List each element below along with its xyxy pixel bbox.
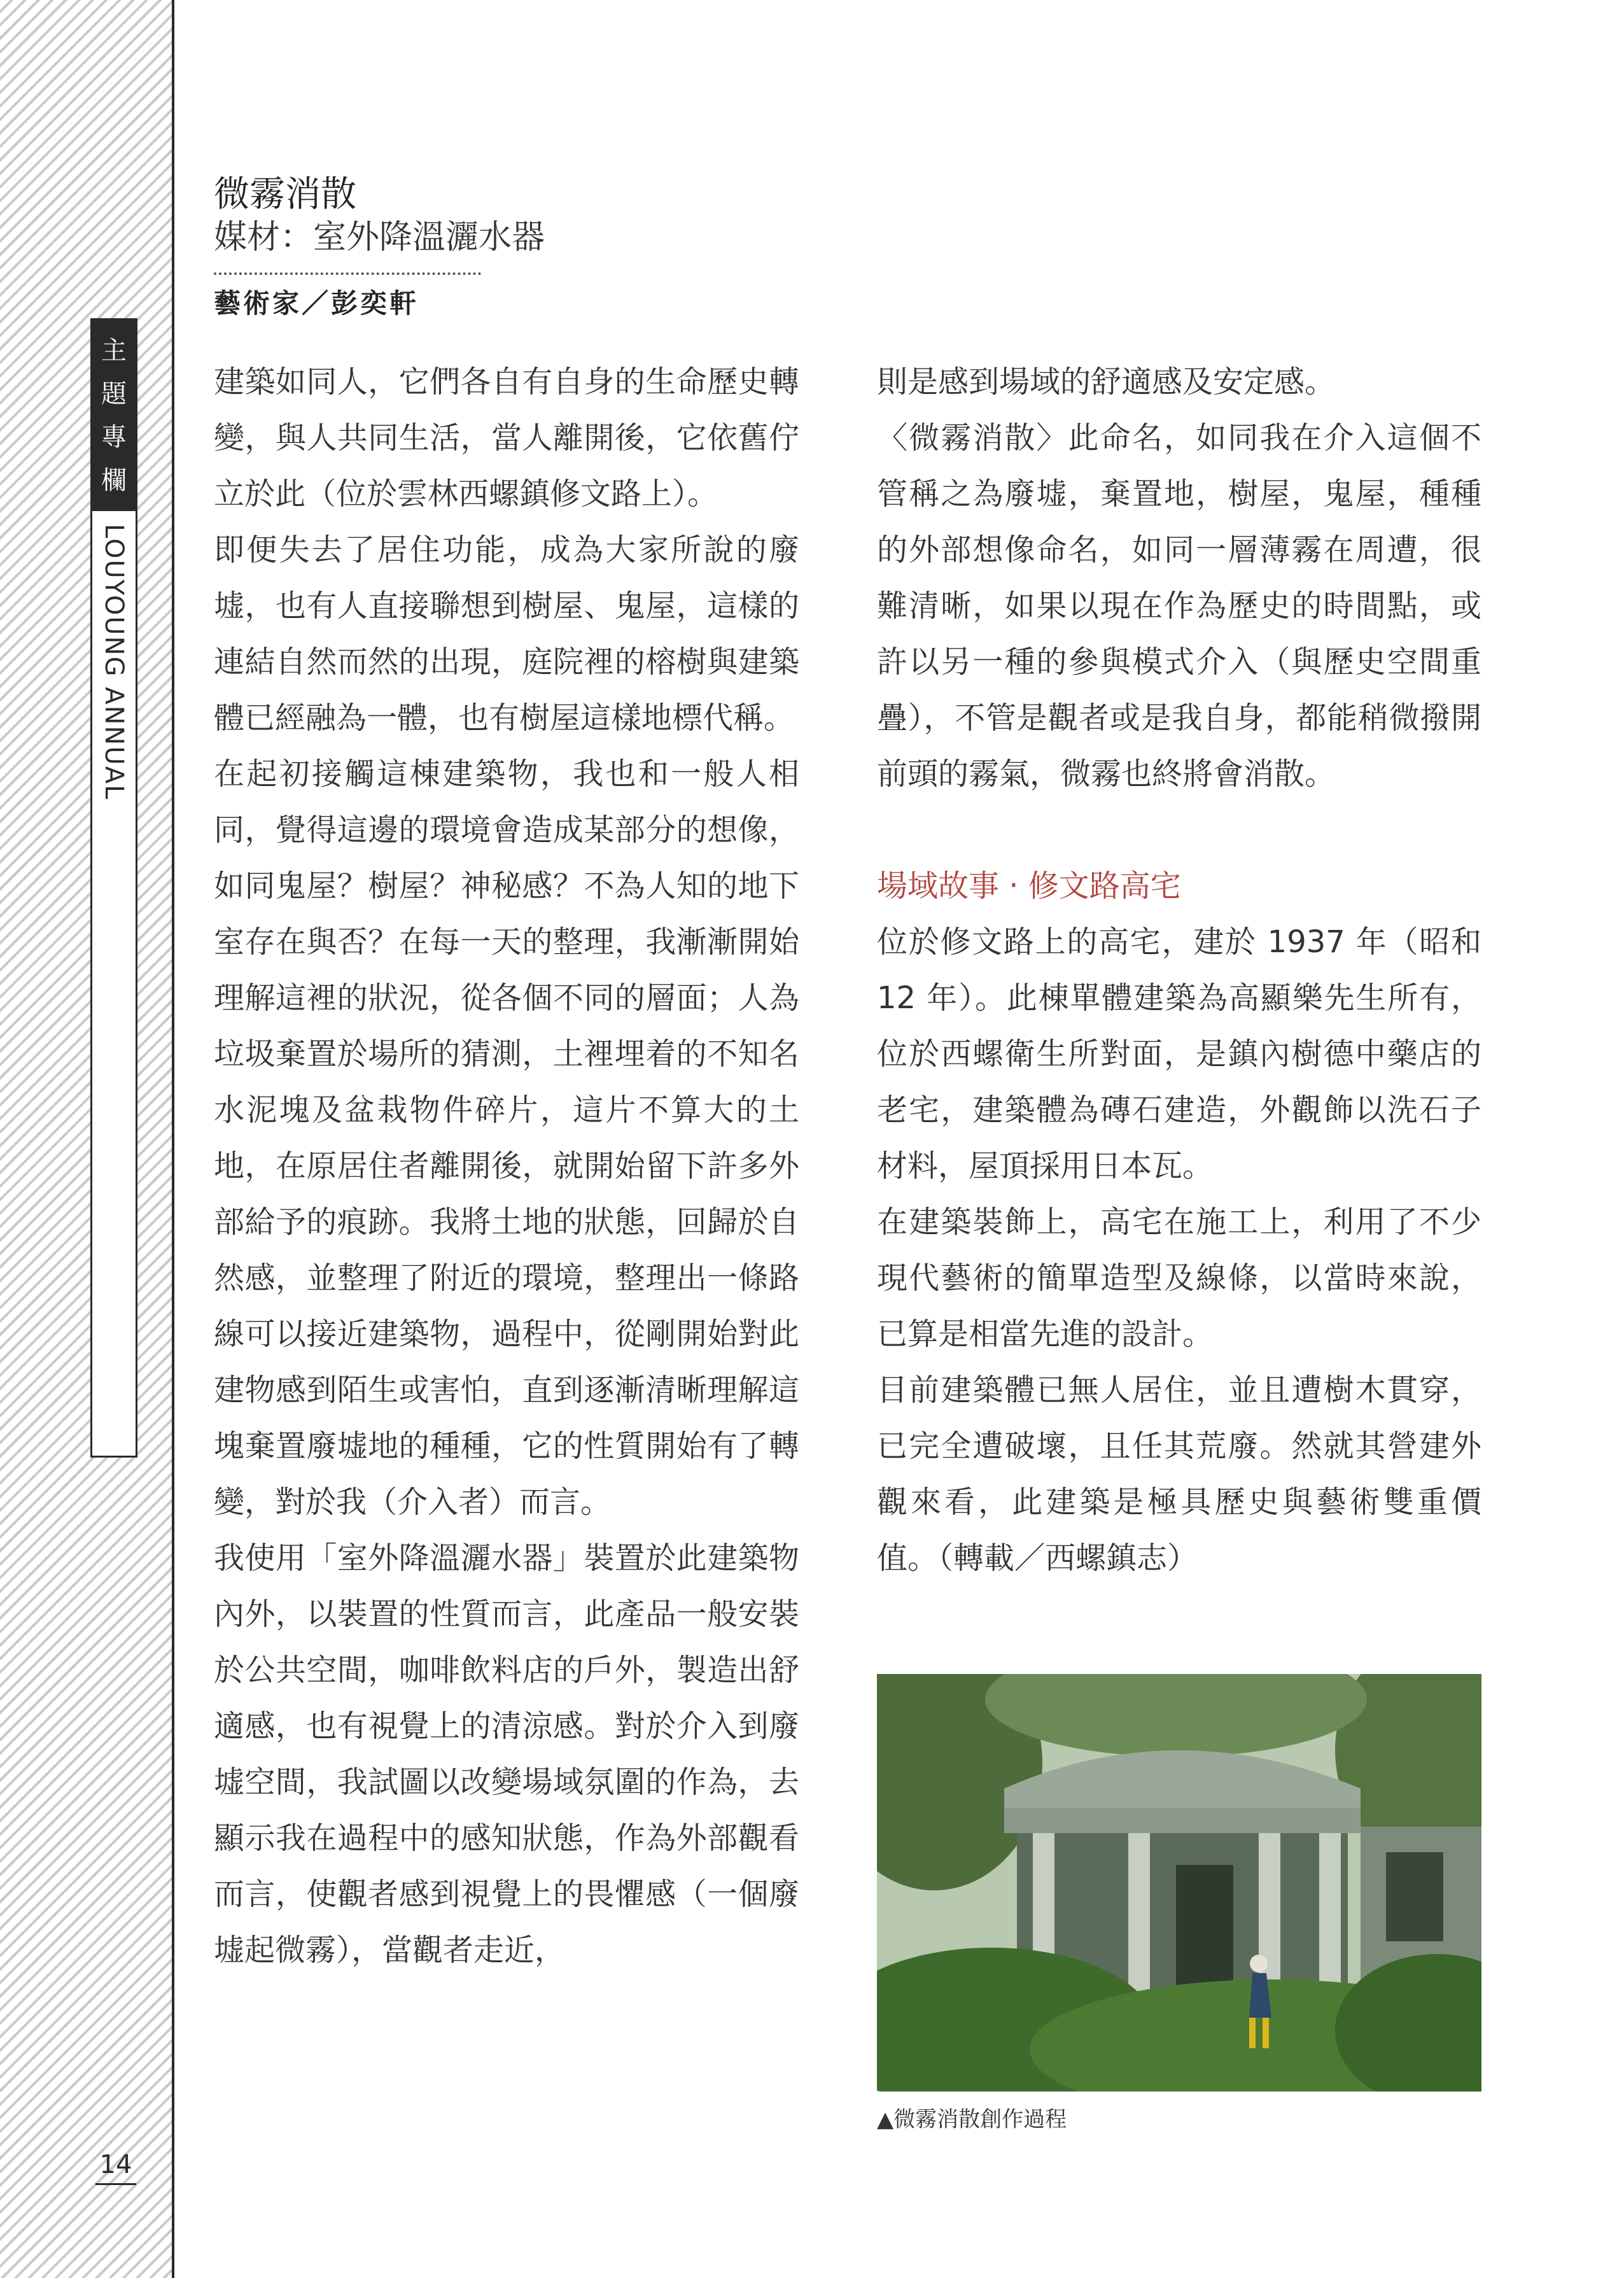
- page-number: 14: [95, 2146, 136, 2185]
- section-tab: [90, 318, 137, 1458]
- article-title: 微霧消散: [214, 174, 356, 215]
- margin-rule: [172, 0, 174, 2278]
- category-char: 專: [101, 423, 127, 452]
- body-paragraph: 在建築裝飾上，高宅在施工上，利用了不少現代藝術的簡單造型及線條，以當時來說，已算是相當先進的設計。: [877, 1204, 1481, 1352]
- hatched-margin: [0, 0, 172, 2278]
- body-paragraph: 位於修文路上的高宅，建於 1937 年（昭和 12 年）。此棟單體建築為高顯樂先生所有，位於西螺衛生所對面，是鎮內樹德中藥店的老宅，建築體為磚石建造，外觀飾以洗石子材料，屋頂採用日本瓦。: [877, 924, 1481, 1184]
- section-heading: 場域故事 ‧ 修文路高宅: [877, 868, 1181, 904]
- body-paragraph: 即便失去了居住功能，成為大家所說的廢墟，也有人直接聯想到樹屋、鬼屋，這樣的連結自然而然的出現，庭院裡的榕樹與建築體已經融為一體，也有樹屋這樣地標代稱。: [214, 532, 799, 736]
- article-artist: 藝術家／彭奕軒: [214, 272, 481, 321]
- ruin-photo-illustration: [877, 1674, 1481, 2092]
- body-paragraph: 目前建築體已無人居住，並且遭樹木貫穿，已完全遭破壞，且任其荒廢。然就其營建外觀來看，此建築是極具歷史與藝術雙重價值。（轉載／西螺鎮志）: [877, 1372, 1481, 1576]
- category-char: 主: [101, 336, 127, 365]
- right-column: [877, 354, 1481, 1586]
- section-tab-category: [92, 320, 136, 511]
- body-paragraph: 則是感到場域的舒適感及安定感。: [877, 364, 1336, 400]
- category-char: 欄: [101, 466, 127, 495]
- body-paragraph: 在起初接觸這棟建築物，我也和一般人相同，覺得這邊的環境會造成某部分的想像，如同鬼屋？樹屋？神秘感？不為人知的地下室存在與否？在每一天的整理，我漸漸開始理解這裡的狀況，從各個不同的層面；人為垃圾棄置於場所的猜測，土裡埋着的不知名水泥塊及盆栽物件碎片，這片不算大的土地，在原居住者離開後，就開始留下許多外部給予的痕跡。我將土地的狀態，回歸於自然感，並整理了附近的環境，整理出一條路線可以接近建築物，過程中，從剛開始對此建物感到陌生或害怕，直到逐漸清晰理解這塊棄置廢墟地的種種，它的性質開始有了轉變，對於我（介入者）而言。: [214, 756, 799, 1520]
- body-paragraph: 〈微霧消散〉此命名，如同我在介入這個不管稱之為廢墟，棄置地，樹屋，鬼屋，種種的外部想像命名，如同一層薄霧在周遭，很難清晰，如果以現在作為歷史的時間點，或許以另一種的參與模式介入（與歷史空間重疊），不管是觀者或是我自身，都能稍微撥開前頭的霧氣，微霧也終將會消散。: [877, 420, 1481, 792]
- annual-label: LOUYOUNG ANNUAL: [99, 524, 129, 801]
- ruin-photo: [877, 1674, 1481, 2092]
- left-column: [214, 354, 799, 1978]
- article-medium: 媒材：室外降溫灑水器: [214, 218, 545, 257]
- photo-caption: ▲微霧消散創作過程: [877, 2107, 1067, 2132]
- body-paragraph: 我使用「室外降溫灑水器」裝置於此建築物內外，以裝置的性質而言，此產品一般安裝於公共空間，咖啡飲料店的戶外，製造出舒適感，也有視覺上的清涼感。對於介入到廢墟空間，我試圖以改變場域氛圍的作為，去顯示我在過程中的感知狀態，作為外部觀看而言，使觀者感到視覺上的畏懼感（一個廢墟起微霧），當觀者走近，: [214, 1540, 799, 1968]
- body-paragraph: 建築如同人，它們各自有自身的生命歷史轉變，與人共同生活，當人離開後，它依舊佇立於此（位於雲林西螺鎮修文路上）。: [214, 364, 799, 512]
- category-char: 題: [101, 379, 127, 409]
